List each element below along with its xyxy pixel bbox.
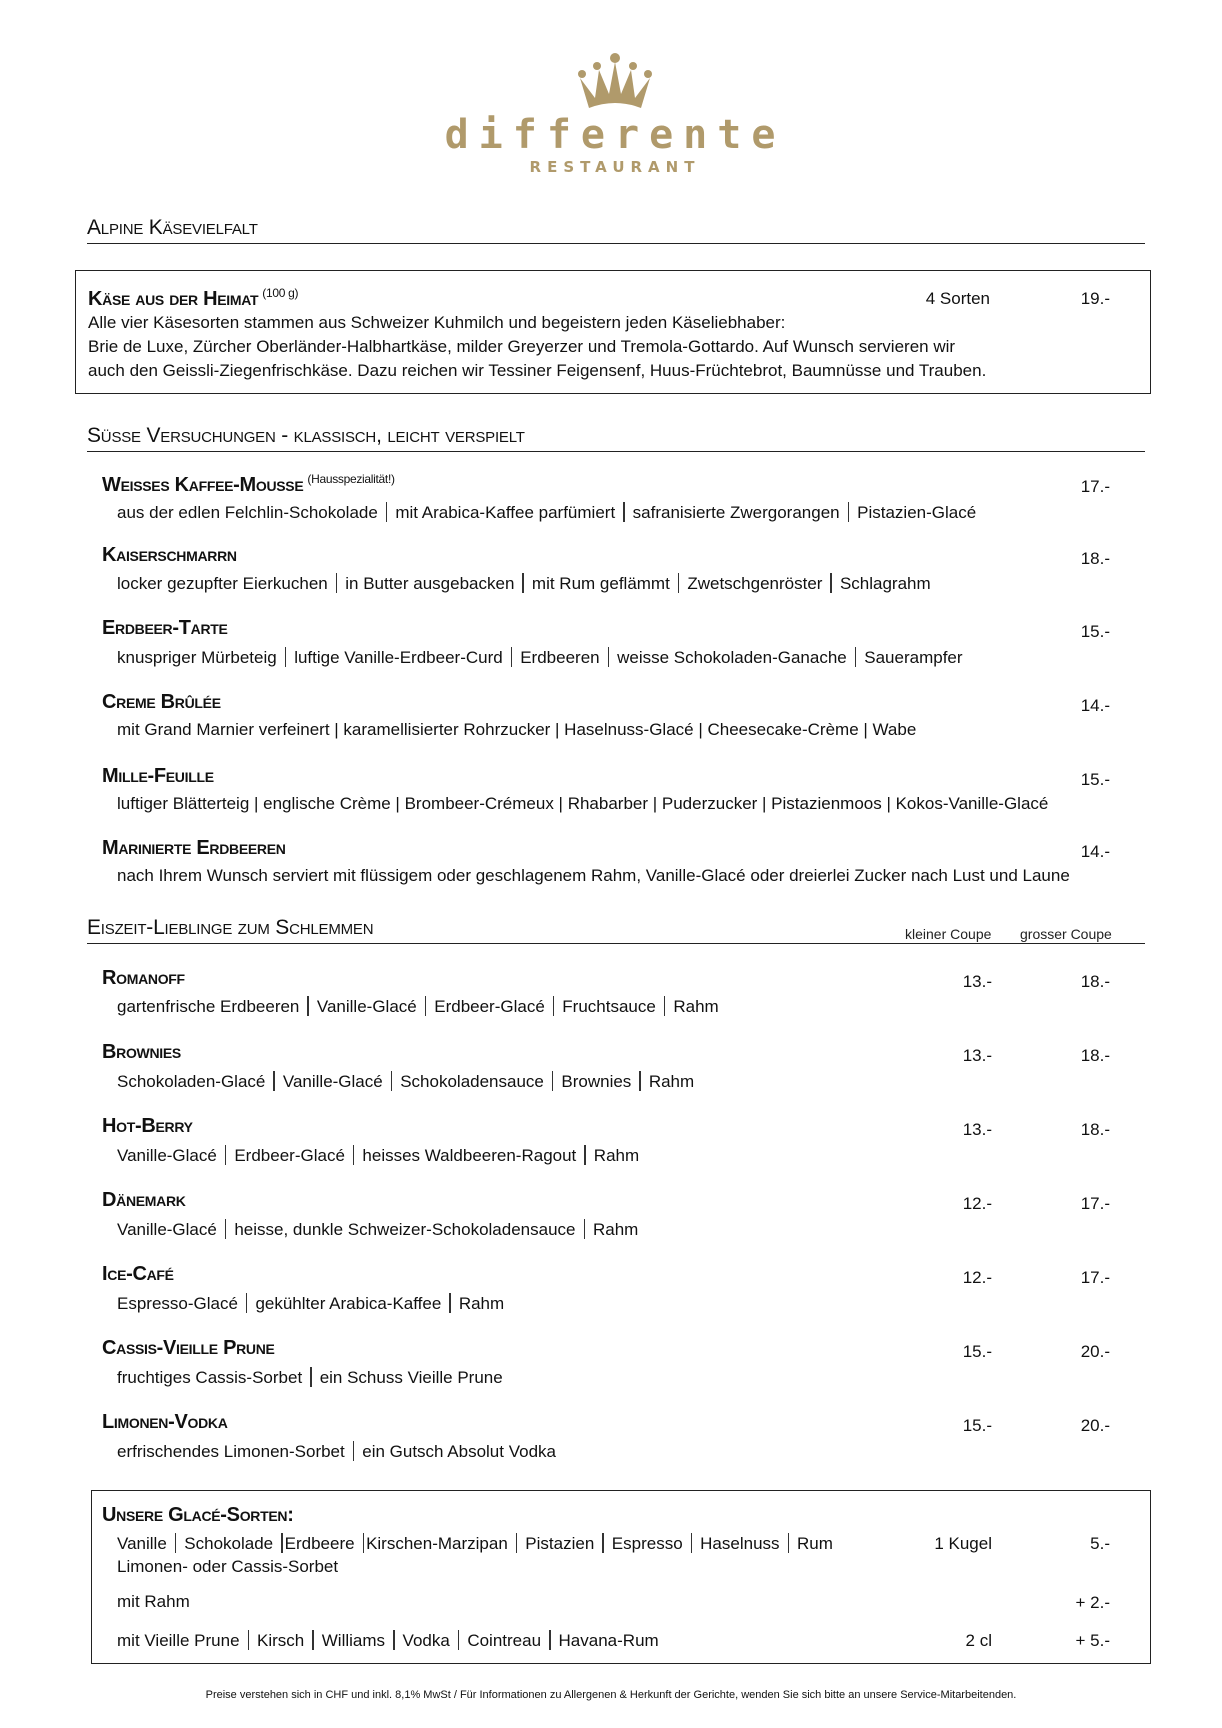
ice-small-price-2: 13.- (962, 1046, 992, 1065)
cheese-line-3: auch den Geissli-Ziegenfrischkäse. Dazu reichen wir Tessiner Feigensenf, Huus-Früchtebrot, Baumnüsse und Trauben. (88, 361, 987, 380)
sweet-title-5: Mille-Feuille (102, 765, 214, 787)
sweet-title-6: Marinierte Erdbeeren (102, 837, 286, 859)
glace-spirits-price: + 5.- (1075, 1631, 1110, 1650)
cheese-line-1: Alle vier Käsesorten stammen aus Schweizer Kuhmilch und begeistern jeden Käseliebhaber: (88, 313, 786, 332)
ice-desc-5: Espresso-Glacé gekühlter Arabica-Kaffee Rahm (117, 1294, 505, 1313)
ice-title-5: Ice-Café (102, 1263, 174, 1285)
logo-subtitle: RESTAURANT (529, 158, 701, 176)
glace-scoop-label: 1 Kugel (934, 1534, 992, 1553)
ice-small-price-6: 15.- (962, 1342, 992, 1361)
column-large-coupe: grosser Coupe (1020, 926, 1112, 942)
glace-rahm-label: mit Rahm (117, 1592, 190, 1611)
ice-title-2: Brownies (102, 1041, 181, 1063)
sweet-desc-6: nach Ihrem Wunsch serviert mit flüssigem oder geschlagenem Rahm, Vanille-Glacé oder dreierlei Zucker nach Lust und Laune (117, 866, 1070, 885)
crown-logo-icon (575, 52, 655, 118)
column-small-coupe: kleiner Coupe (905, 926, 992, 942)
ice-small-price-5: 12.- (962, 1268, 992, 1287)
ice-large-price-2: 18.- (1080, 1046, 1110, 1065)
cheese-price: 19.- (1080, 289, 1110, 308)
section-heading-cheese: Alpine Käsevielfalt (87, 216, 1145, 244)
glace-scoop-price: 5.- (1090, 1534, 1110, 1553)
ice-small-price-1: 13.- (962, 972, 992, 991)
glace-flavors: Vanille Schokolade Erdbeere Kirschen-Marzipan Pistazien Espresso Haselnuss Rum (117, 1534, 833, 1553)
sweet-price-4: 14.- (1080, 696, 1110, 715)
sweet-desc-4: mit Grand Marnier verfeinert | karamellisierter Rohrzucker | Haselnuss-Glacé | Cheesecake-Crème | Wabe (117, 720, 917, 739)
ice-large-price-5: 17.- (1080, 1268, 1110, 1287)
ice-desc-1: gartenfrische Erdbeeren Vanille-Glacé Erdbeer-Glacé Fruchtsauce Rahm (117, 997, 719, 1016)
glace-title: Unsere Glacé-Sorten: (102, 1504, 294, 1526)
sweet-title-4: Creme Brûlée (102, 691, 221, 713)
glace-spirits-size: 2 cl (965, 1631, 992, 1650)
section-heading-ice: Eiszeit-Lieblinge zum Schlemmen (87, 916, 1145, 944)
footer-note: Preise verstehen sich in CHF und inkl. 8,1% MwSt / Für Informationen zu Allergenen & Herkunft der Gerichte, wenden Sie sich bitte an unsere Service-Mitarbeitenden. (205, 1689, 1017, 1701)
cheese-line-2: Brie de Luxe, Zürcher Oberländer-Halbhartkäse, milder Greyerzer und Tremola-Gottardo. Auf Wunsch servieren wir (88, 337, 956, 356)
ice-large-price-4: 17.- (1080, 1194, 1110, 1213)
ice-desc-4: Vanille-Glacé heisse, dunkle Schweizer-Schokoladensauce Rahm (117, 1220, 639, 1239)
ice-desc-3: Vanille-Glacé Erdbeer-Glacé heisses Waldbeeren-Ragout Rahm (117, 1146, 640, 1165)
ice-title-4: Dänemark (102, 1189, 186, 1211)
sweet-price-2: 18.- (1080, 549, 1110, 568)
ice-small-price-7: 15.- (962, 1416, 992, 1435)
cheese-title: Käse aus der Heimat $^{(100 g)}$ (88, 286, 299, 310)
ice-title-3: Hot-Berry (102, 1115, 193, 1137)
ice-desc-6: fruchtiges Cassis-Sorbet ein Schuss Vieille Prune (117, 1368, 503, 1387)
sweet-price-1: 17.- (1080, 477, 1110, 496)
glace-flavors-line2: Limonen- oder Cassis-Sorbet (117, 1557, 339, 1576)
sweet-price-5: 15.- (1080, 770, 1110, 789)
ice-large-price-6: 20.- (1080, 1342, 1110, 1361)
sweet-price-3: 15.- (1080, 622, 1110, 641)
ice-small-price-4: 12.- (962, 1194, 992, 1213)
ice-small-price-3: 13.- (962, 1120, 992, 1139)
cheese-portion: 4 Sorten (925, 289, 990, 308)
ice-large-price-7: 20.- (1080, 1416, 1110, 1435)
sweet-price-6: 14.- (1080, 842, 1110, 861)
logo-wordmark: differente (444, 112, 786, 158)
ice-desc-7: erfrischendes Limonen-Sorbet ein Gutsch Absolut Vodka (117, 1442, 556, 1461)
sweet-desc-2: locker gezupfter Eierkuchen in Butter ausgebacken mit Rum geflämmt Zwetschgenröster Schlagrahm (117, 574, 931, 593)
ice-title-1: Romanoff (102, 967, 185, 989)
glace-spirits: mit Vieille Prune Kirsch Williams Vodka Cointreau Havana-Rum (117, 1631, 659, 1650)
section-heading-sweets: Süsse Versuchungen - klassisch, leicht verspielt (87, 424, 1145, 452)
sweet-desc-3: knuspriger Mürbeteig luftige Vanille-Erdbeer-Curd Erdbeeren weisse Schokoladen-Ganache Sauerampfer (117, 648, 963, 667)
ice-large-price-3: 18.- (1080, 1120, 1110, 1139)
ice-large-price-1: 18.- (1080, 972, 1110, 991)
sweet-title-1: Weisses Kaffee-Mousse $^{(Hausspezialität!)}$ (102, 472, 395, 496)
ice-desc-2: Schokoladen-Glacé Vanille-Glacé Schokoladensauce Brownies Rahm (117, 1072, 695, 1091)
sweet-title-3: Erdbeer-Tarte (102, 617, 228, 639)
ice-title-6: Cassis-Vieille Prune (102, 1337, 275, 1359)
sweet-title-2: Kaiserschmarrn (102, 544, 237, 566)
glace-rahm-price: + 2.- (1075, 1593, 1110, 1612)
ice-title-7: Limonen-Vodka (102, 1411, 228, 1433)
sweet-desc-1: aus der edlen Felchlin-Schokolade mit Arabica-Kaffee parfümiert safranisierte Zwergorangen Pistazien-Glacé (117, 503, 977, 522)
sweet-desc-5: luftiger Blätterteig | englische Crème | Brombeer-Crémeux | Rhabarber | Puderzucker | Pistazienmoos | Kokos-Vanille-Glacé (117, 794, 1049, 813)
